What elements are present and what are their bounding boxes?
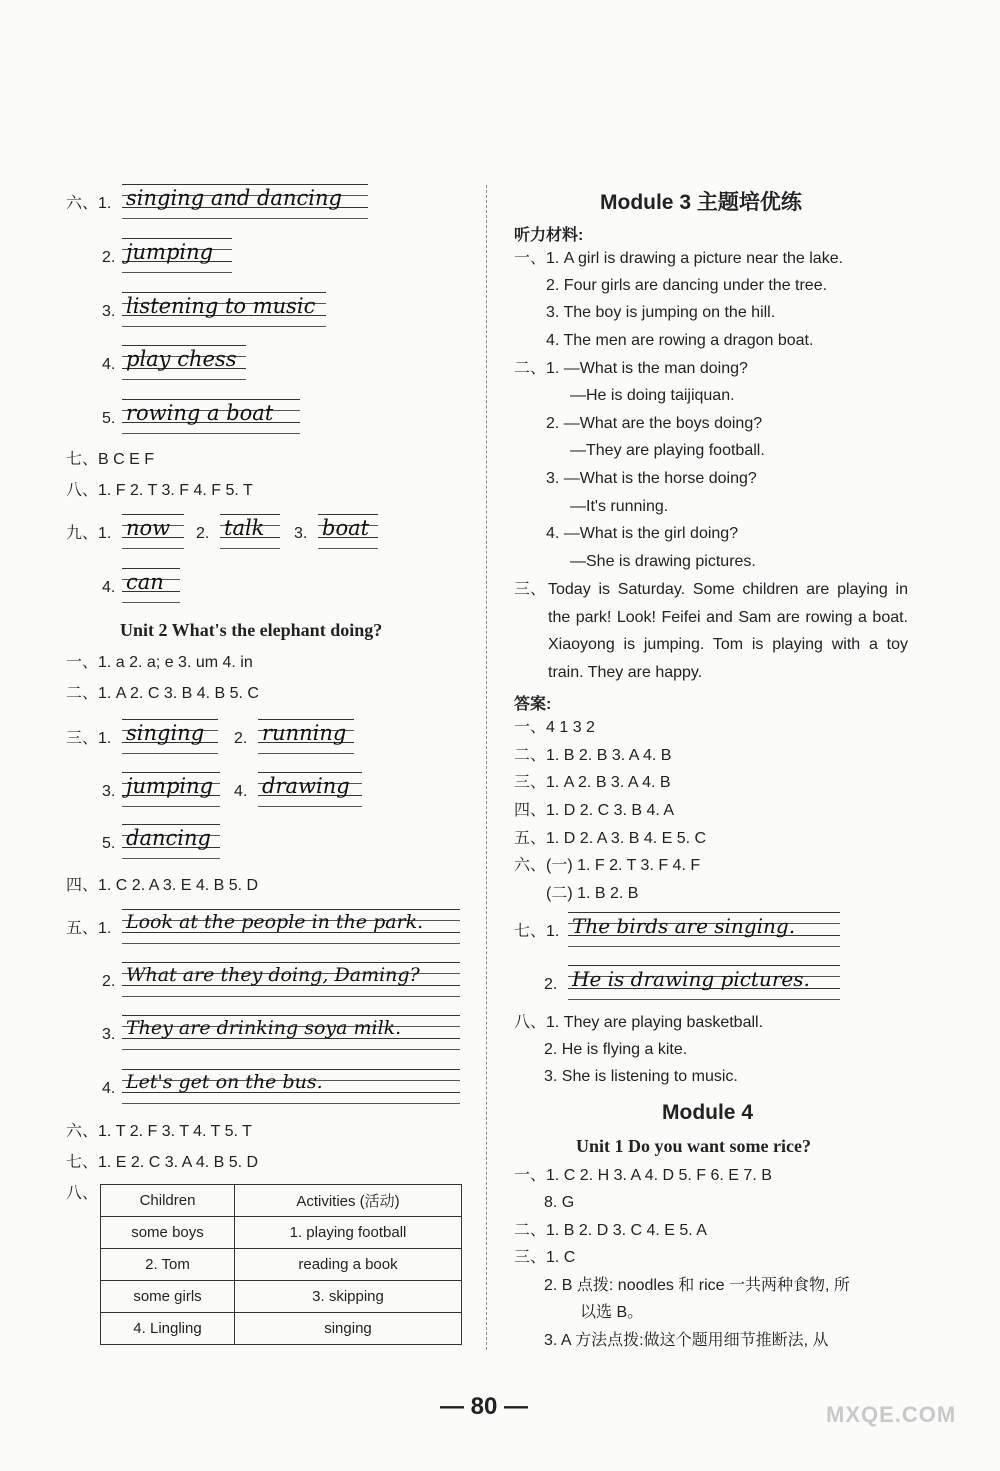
page-number: — 80 — <box>440 1393 529 1420</box>
sec6-num-3: 3. <box>102 303 116 320</box>
answer-7-num-2: 2. <box>544 976 558 993</box>
sec8-answers: 八、1. F 2. T 3. F 4. F 5. T <box>66 482 253 499</box>
u2-sec8-label: 八、 <box>66 1185 99 1202</box>
listening-2-3: 2. —What are the boys doing? <box>546 415 763 432</box>
table-header-cell: Children <box>101 1185 235 1217</box>
table-cell: some boys <box>101 1217 235 1249</box>
answer-8-3: 3. She is listening to music. <box>544 1068 738 1085</box>
sec6-answer-4: play chess <box>122 345 246 379</box>
sec6-num-4: 4. <box>102 356 116 373</box>
u2-sec3-num-3: 3. <box>102 783 116 800</box>
m4-answer-3a: 三、1. C <box>514 1249 576 1266</box>
u2-sec3-answer-3: jumping <box>122 772 220 806</box>
sec6-answer-5: rowing a boat <box>122 399 300 433</box>
unit1-title: Unit 1 Do you want some rice? <box>576 1136 811 1156</box>
u2-sec3-num-5: 5. <box>102 835 116 852</box>
u2-sec5-num-4: 4. <box>102 1080 116 1097</box>
listening-2-2: —He is doing taijiquan. <box>570 387 735 404</box>
u2-sec5-num-3: 3. <box>102 1026 116 1043</box>
answer-6b: (二) 1. B 2. B <box>546 885 639 902</box>
table-cell: 3. skipping <box>235 1281 462 1313</box>
table-row <box>101 1249 462 1281</box>
u2-sec5-answer-4: Let's get on the bus. <box>122 1069 460 1103</box>
table-cell: reading a book <box>235 1249 462 1281</box>
u2-sec6: 六、1. T 2. F 3. T 4. T 5. T <box>66 1123 252 1140</box>
u2-sec5-answer-3: They are drinking soya milk. <box>122 1015 460 1049</box>
listening-2-7: 4. —What is the girl doing? <box>546 525 739 542</box>
activities-table <box>100 1184 462 1345</box>
u2-sec3-answer-2: running <box>258 719 354 753</box>
answer-7-1: The birds are singing. <box>568 912 840 946</box>
m4-answer-1a: 一、1. C 2. H 3. A 4. D 5. F 6. E 7. B <box>514 1167 772 1184</box>
u2-sec4: 四、1. C 2. A 3. E 4. B 5. D <box>66 877 259 894</box>
answer-1: 一、4 1 3 2 <box>514 719 595 736</box>
listening-1-3: 3. The boy is jumping on the hill. <box>546 304 776 321</box>
listening-2-8: —She is drawing pictures. <box>570 553 756 570</box>
sec6-answer-3: listening to music <box>122 292 326 326</box>
sec9-num-4: 4. <box>102 579 116 596</box>
listening-3-passage: Today is Saturday. Some children are playing in the park! Look! Feifei and Sam are rowing a boat. Xiaoyong is jumping. Tom is playing with a toy train. They are happy. <box>548 581 908 681</box>
u2-sec5-answer-2: What are they doing, Daming? <box>122 962 460 996</box>
answer-4: 四、1. D 2. C 3. B 4. A <box>514 802 675 819</box>
table-cell: some girls <box>101 1281 235 1313</box>
table-header-row <box>101 1185 462 1217</box>
answer-7-2: He is drawing pictures. <box>568 965 840 999</box>
u2-sec3-answer-4: drawing <box>258 772 362 806</box>
answer-8-1: 八、1. They are playing basketball. <box>514 1014 764 1031</box>
left-column <box>0 0 480 1471</box>
sec9-answer-3: boat <box>318 514 378 548</box>
sec9-answer-1: now <box>122 514 184 548</box>
u2-sec7: 七、1. E 2. C 3. A 4. B 5. D <box>66 1154 259 1171</box>
sec6-label: 六、1. <box>66 195 112 212</box>
u2-sec1: 一、1. a 2. a; e 3. um 4. in <box>66 654 253 671</box>
table-cell: 1. playing football <box>235 1217 462 1249</box>
table-header-cell: Activities (活动) <box>235 1185 462 1217</box>
table-cell: 4. Lingling <box>101 1313 235 1345</box>
m4-answer-2: 二、1. B 2. D 3. C 4. E 5. A <box>514 1222 707 1239</box>
sec6-num-5: 5. <box>102 410 116 427</box>
listening-2-5: 3. —What is the horse doing? <box>546 470 757 487</box>
sec6-answer-1: singing and dancing <box>122 184 368 218</box>
u2-sec3-label: 三、1. <box>66 730 112 747</box>
right-column <box>490 0 1000 1471</box>
module3-title: Module 3 主题培优练 <box>600 191 802 214</box>
table-cell: singing <box>235 1313 462 1345</box>
sec7-answers: 七、B C E F <box>66 451 155 468</box>
u2-sec3-answer-1: singing <box>122 719 218 753</box>
answer-8-2: 2. He is flying a kite. <box>544 1041 688 1058</box>
u2-sec5-label: 五、1. <box>66 920 112 937</box>
table-row <box>101 1217 462 1249</box>
listening-1-1: 一、1. A girl is drawing a picture near the lake. <box>514 250 844 267</box>
answer-5: 五、1. D 2. A 3. B 4. E 5. C <box>514 830 707 847</box>
sec9-answer-4: can <box>122 568 180 602</box>
table-cell: 2. Tom <box>101 1249 235 1281</box>
listening-2-4: —They are playing football. <box>570 442 765 459</box>
answer-2: 二、1. B 2. B 3. A 4. B <box>514 747 672 764</box>
m4-answer-3d: 3. A 方法点拨:做这个题用细节推断法, 从 <box>544 1332 829 1349</box>
u2-sec3-num-4: 4. <box>234 783 248 800</box>
listening-1-4: 4. The men are rowing a dragon boat. <box>546 332 814 349</box>
module4-title: Module 4 <box>662 1101 754 1124</box>
sec6-answer-2: jumping <box>122 238 232 272</box>
listening-3-label: 三、 <box>514 581 547 598</box>
listening-2-1: 二、1. —What is the man doing? <box>514 360 748 377</box>
table-row <box>101 1313 462 1345</box>
answer-6a: 六、(一) 1. F 2. T 3. F 4. F <box>514 857 701 874</box>
sec9-num-3: 3. <box>294 525 308 542</box>
u2-sec5-answer-1: Look at the people in the park. <box>122 909 460 943</box>
listening-2-6: —It's running. <box>570 498 669 515</box>
u2-sec2: 二、1. A 2. C 3. B 4. B 5. C <box>66 685 259 702</box>
column-divider <box>486 185 487 1350</box>
listening-label: 听力材料: <box>514 227 584 244</box>
m4-answer-1b: 8. G <box>544 1194 575 1211</box>
watermark-text: MXQE.COM <box>826 1402 957 1427</box>
sec6-num-2: 2. <box>102 249 116 266</box>
answer-3: 三、1. A 2. B 3. A 4. B <box>514 774 671 791</box>
answer-7-label: 七、1. <box>514 923 560 940</box>
unit2-title: Unit 2 What's the elephant doing? <box>120 620 383 640</box>
answers-label: 答案: <box>514 696 552 713</box>
sec9-label: 九、1. <box>66 525 112 542</box>
m4-answer-3b: 2. B 点拨: noodles 和 rice 一共两种食物, 所 <box>544 1277 850 1294</box>
sec9-answer-2: talk <box>220 514 280 548</box>
m4-answer-3c: 以选 B。 <box>580 1304 644 1321</box>
table-row <box>101 1281 462 1313</box>
u2-sec3-num-2: 2. <box>234 730 248 747</box>
u2-sec5-num-2: 2. <box>102 973 116 990</box>
sec9-num-2: 2. <box>196 525 210 542</box>
u2-sec3-answer-5: dancing <box>122 824 220 858</box>
listening-1-2: 2. Four girls are dancing under the tree. <box>546 277 828 294</box>
